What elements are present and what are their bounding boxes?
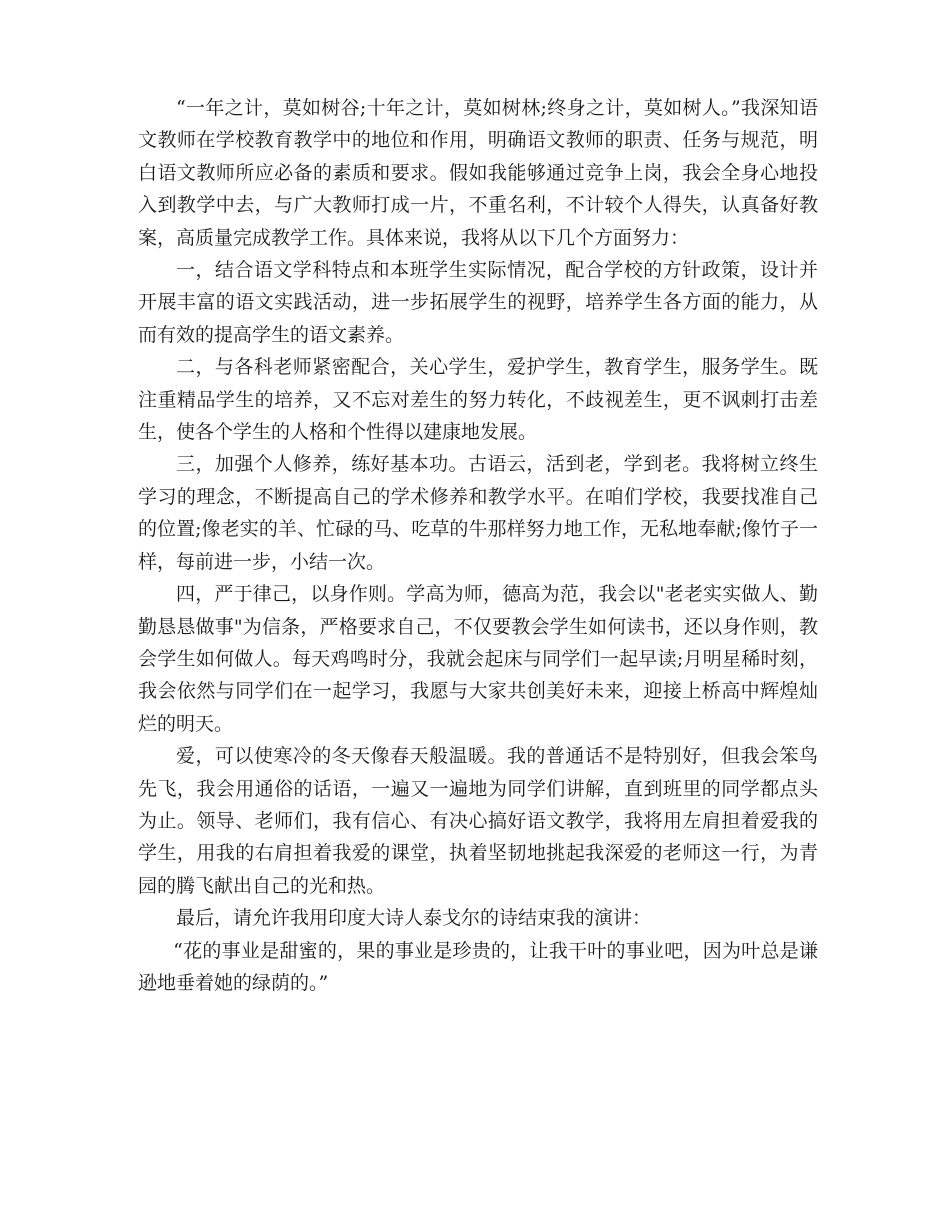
paragraph-point-four: 四，严于律己，以身作则。学高为师，德高为范，我会以"老老实实做人、勤勤恳恳做事"为信条，严格要求自己，不仅要教会学生如何读书，还以身作则，教会学生如何做人。每天鸡鸣时分，我就会起床与同学们一起早读;月明星稀时刻，我会依然与同学们在一起学习，我愿与大家共创美好未来，迎接上桥高中辉煌灿烂的明天。 xyxy=(138,583,818,735)
paragraph-closing: 最后，请允许我用印度大诗人泰戈尔的诗结束我的演讲： xyxy=(176,907,652,930)
paragraph-love: 爱，可以使寒冷的冬天像春天般温暖。我的普通话不是特别好，但我会笨鸟先飞，我会用通俗的话语，一遍又一遍地为同学们讲解，直到班里的同学都点头为止。领导、老师们，我有信心、有决心搞好语文教学，我将用左肩担着爱我的学生，用我的右肩担着我爱的课堂，执着坚韧地挑起我深爱的老师这一行，为青园的腾飞献出自己的光和热。 xyxy=(138,745,818,897)
paragraph-point-one: 一，结合语文学科特点和本班学生实际情况，配合学校的方针政策，设计并开展丰富的语文实践活动，进一步拓展学生的视野，培养学生各方面的能力，从而有效的提高学生的语文素养。 xyxy=(138,259,818,346)
paragraph-point-three: 三，加强个人修养，练好基本功。古语云，活到老，学到老。我将树立终生学习的理念，不断提高自己的学术修养和教学水平。在咱们学校，我要找准自己的位置;像老实的羊、忙碌的马、吃草的牛那样努力地工作，无私地奉献;像竹子一样，每前进一步，小结一次。 xyxy=(138,453,818,573)
paragraph-point-two: 二，与各科老师紧密配合，关心学生，爱护学生，教育学生，服务学生。既注重精品学生的培养，又不忘对差生的努力转化，不歧视差生，更不讽刺打击差生，使各个学生的人格和个性得以建康地发展。 xyxy=(138,356,818,444)
paragraph-intro: “一年之计，莫如树谷;十年之计，莫如树林;终身之计，莫如树人。”我深知语文教师在学校教育教学中的地位和作用，明确语文教师的职责、任务与规范，明白语文教师所应必备的素质和要求。假如我能够通过竞争上岗，我会全身心地投入到教学中去，与广大教师打成一片，不重名利，不计较个人得失，认真备好教案，高质量完成教学工作。具体来说，我将从以下几个方面努力： xyxy=(138,97,818,249)
paragraph-tagore-quote: “花的事业是甜蜜的，果的事业是珍贵的，让我干叶的事业吧，因为叶总是谦逊地垂着她的绿荫的。” xyxy=(138,939,818,994)
document-page xyxy=(138,92,818,999)
